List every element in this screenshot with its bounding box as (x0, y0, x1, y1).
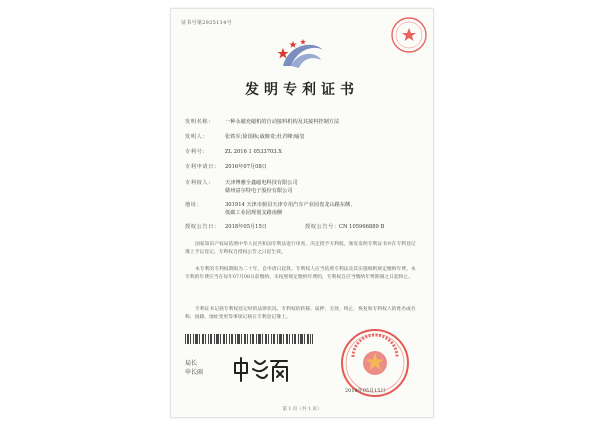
field-grant-number (305, 223, 384, 230)
field-patentee (185, 179, 298, 195)
small-seal-icon (389, 15, 429, 55)
paragraph-term: 本专利的专利权期限为二十年，自申请日起算。专利权人应当依照专利法及其实施细则规定缴纳年费。本专利的年费应当在每年07月08日前缴纳。未按照规定缴纳年费的，专利权自应当缴纳年费期满之日起终止。 (185, 267, 416, 280)
field-grant-date (185, 223, 267, 230)
field-label: 发明名称： (185, 119, 214, 125)
signature-icon (231, 355, 291, 383)
field-value: 301914 天津市蓟县天津专用汽车产业园盘龙山路东侧、 低碳工业园规划支路南侧 (225, 202, 356, 216)
patent-certificate (170, 8, 434, 418)
field-label: 专利号： (185, 149, 209, 155)
field-value: CN 105966889 B (339, 224, 385, 230)
field-label: 地址： (185, 202, 203, 208)
certificate-number: 证书号第2925114号 (181, 20, 232, 26)
barcode-icon (185, 334, 313, 344)
field-label: 专利权人： (185, 180, 214, 186)
field-value: ZL 2016 1 0533703.X (225, 149, 282, 155)
field-inventors (185, 133, 305, 140)
page-number: 第 1 页（共 1 页） (282, 407, 322, 412)
field-value: 2018年05月15日 (225, 224, 267, 230)
field-label: 授权公告号： (305, 224, 340, 230)
seal-date: 2018年05月15日 (345, 388, 386, 394)
field-invention-name (185, 118, 339, 125)
paragraph-status: 专利证书记载专利权登记时的法律状况。专利权的转移、质押、无效、终止、恢复和专利权人的姓名或名称、国籍、地址变更等事项记载在专利登记簿上。 (185, 307, 416, 320)
paragraph-grant: 国家知识产权局依照中华人民共和国专利法进行审查，决定授予专利权，颁发发明专利证书并在专利登记簿上予以登记。专利权自授权公告之日起生效。 (185, 242, 416, 255)
field-value: 2016年07月08日 (225, 164, 267, 170)
field-value: 天津博雅全鑫磁电科技有限公司 赣州富尔特电子股份有限公司 (225, 180, 298, 194)
certificate-title: 发明专利证书 (245, 82, 359, 98)
field-patent-number (185, 148, 282, 155)
field-value: 张铁军;徐国栋;戚映奇;杜君峰;喻玺 (225, 134, 305, 140)
field-address (185, 201, 355, 217)
field-label: 专利申请日： (185, 164, 220, 170)
field-value: 一种永磁充磁机的自动接料机构及其接料控制方法 (225, 119, 340, 125)
field-label: 授权公告日： (185, 224, 220, 230)
director-label: 局长 申长雨 (185, 360, 204, 376)
field-application-date (185, 163, 267, 170)
patent-office-emblem-icon (273, 36, 329, 76)
field-label: 发明人： (185, 134, 209, 140)
